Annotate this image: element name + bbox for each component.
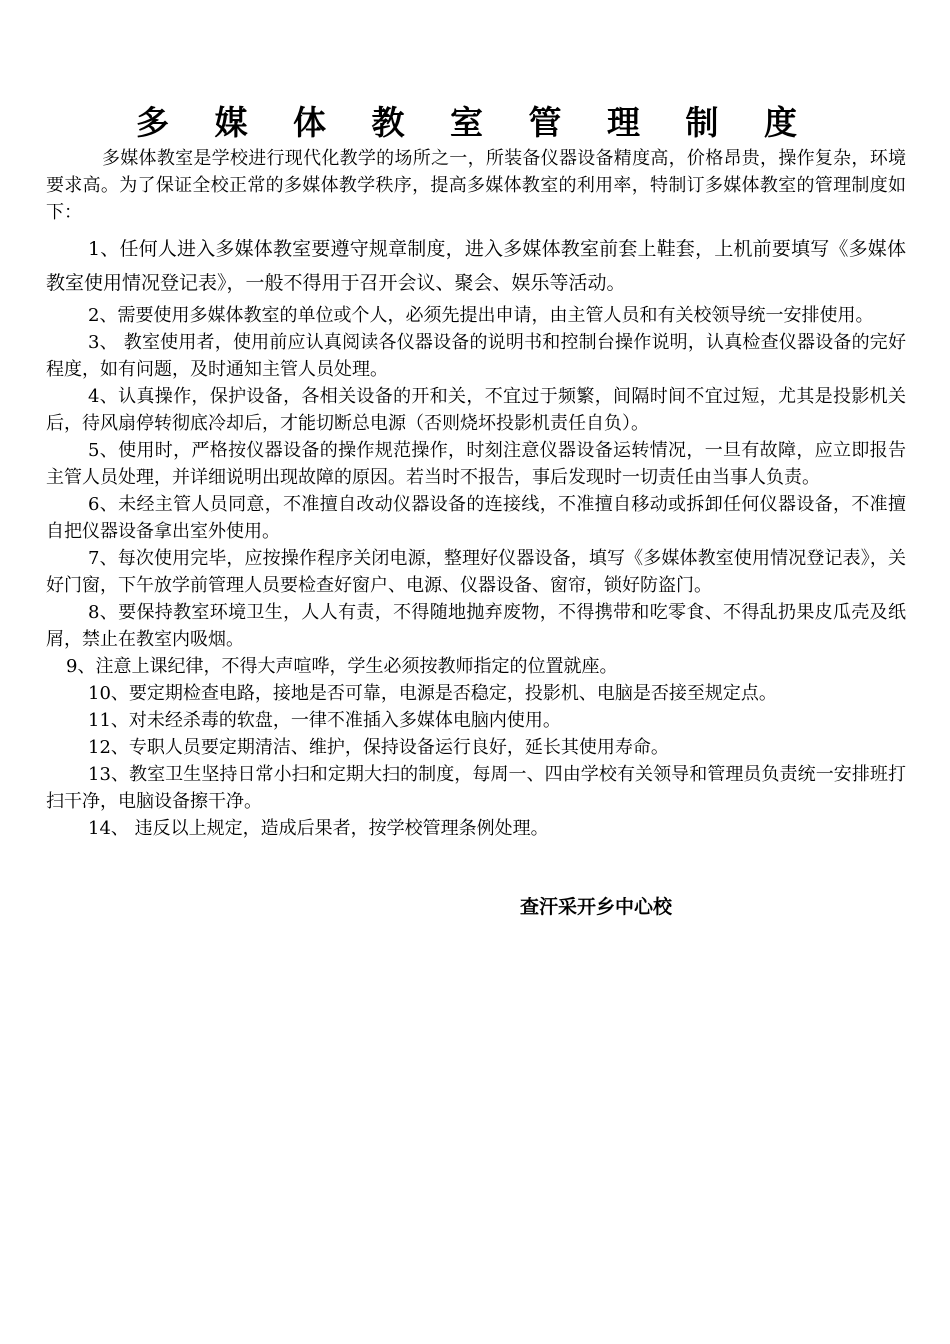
rule-item-9: 9、注意上课纪律，不得大声喧哗，学生必须按教师指定的位置就座。	[66, 656, 618, 677]
document-title: 多 媒 体 教 室 管 理 制 度	[136, 103, 814, 142]
rule-item-13: 13、教室卫生坚持日常小扫和定期大扫的制度，每周一、四由学校有关领导和管理员负责统一安排班打扫干净，电脑设备擦干净。	[46, 764, 906, 812]
intro-paragraph: 多媒体教室是学校进行现代化教学的场所之一，所装备仪器设备精度高，价格昂贵，操作复杂，环境要求高。为了保证全校正常的多媒体教学秩序，提高多媒体教室的利用率，特制订多媒体教室的管理制度如下：	[46, 148, 906, 223]
rule-item-12: 12、专职人员要定期清洁、维护，保持设备运行良好，延长其使用寿命。	[88, 737, 669, 758]
rule-item-7: 7、每次使用完毕，应按操作程序关闭电源，整理好仪器设备，填写《多媒体教室使用情况登记表》，关好门窗，下午放学前管理人员要检查好窗户、电源、仪器设备、窗帘，锁好防盗门。	[46, 548, 906, 596]
rule-item-2: 2、需要使用多媒体教室的单位或个人，必须先提出申请，由主管人员和有关校领导统一安排使用。	[88, 305, 874, 326]
rule-item-4: 4、认真操作，保护设备，各相关设备的开和关，不宜过于频繁，间隔时间不宜过短，尤其是投影机关后，待风扇停转彻底冷却后，才能切断总电源（否则烧坏投影机责任自负）。	[46, 386, 906, 434]
rule-item-5: 5、使用时，严格按仪器设备的操作规范操作，时刻注意仪器设备运转情况，一旦有故障，应立即报告主管人员处理，并详细说明出现故障的原因。若当时不报告，事后发现时一切责任由当事人负责。	[46, 440, 906, 488]
rule-item-11: 11、对未经杀毒的软盘，一律不准插入多媒体电脑内使用。	[88, 710, 561, 731]
rule-item-8: 8、要保持教室环境卫生，人人有责，不得随地抛弃废物，不得携带和吃零食、不得乱扔果皮瓜壳及纸屑，禁止在教室内吸烟。	[46, 602, 906, 650]
signature: 查汗采开乡中心校	[520, 896, 673, 918]
rule-item-14: 14、 违反以上规定，造成后果者，按学校管理条例处理。	[88, 818, 549, 839]
rule-item-6: 6、未经主管人员同意，不准擅自改动仪器设备的连接线，不准擅自移动或拆卸任何仪器设备，不准擅自把仪器设备拿出室外使用。	[46, 494, 906, 542]
rule-item-3: 3、 教室使用者，使用前应认真阅读各仪器设备的说明书和控制台操作说明，认真检查仪器设备的完好程度，如有问题，及时通知主管人员处理。	[46, 332, 906, 380]
rule-item-10: 10、要定期检查电路，接地是否可靠，电源是否稳定，投影机、电脑是否接至规定点。	[88, 683, 777, 704]
rule-item-1: 1、任何人进入多媒体教室要遵守规章制度，进入多媒体教室前套上鞋套，上机前要填写《多媒体教室使用情况登记表》，一般不得用于召开会议、聚会、娱乐等活动。	[46, 238, 906, 294]
document-body	[46, 145, 906, 842]
